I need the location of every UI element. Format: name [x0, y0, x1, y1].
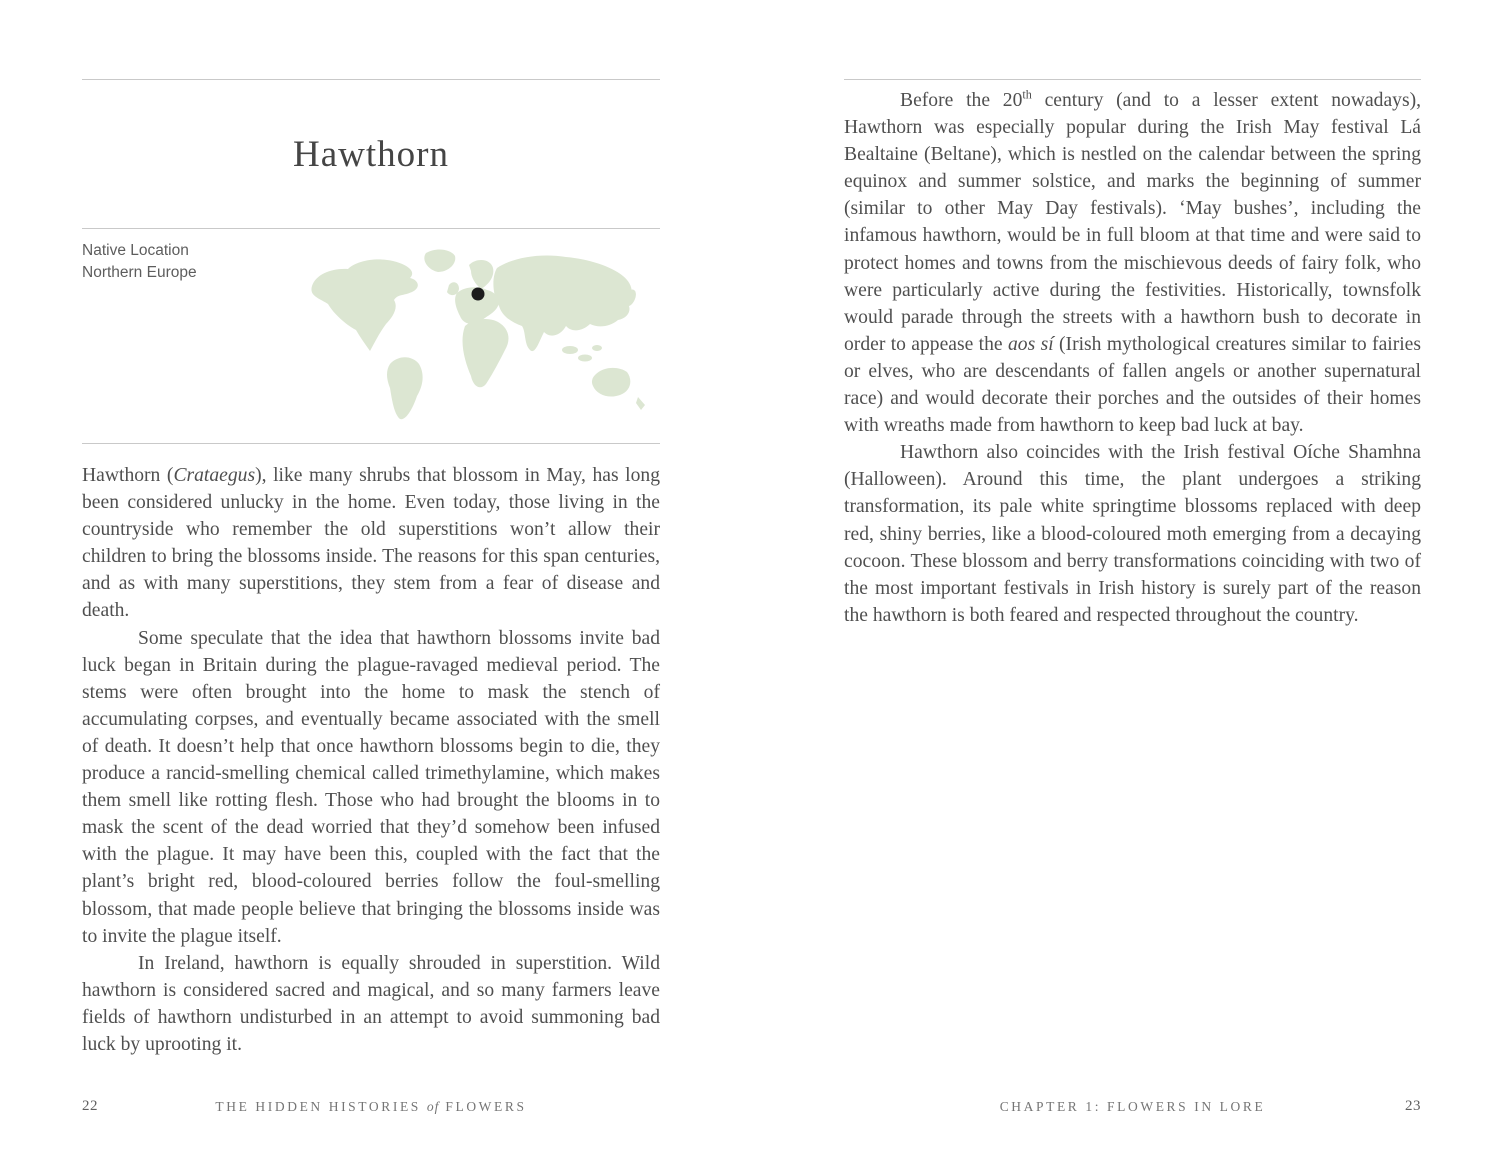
map-island [578, 355, 592, 362]
italic-text: aos sí [1008, 333, 1054, 355]
map-asia [493, 255, 631, 351]
native-location-block [82, 240, 197, 283]
map-scandinavia [469, 260, 493, 289]
running-head-chapter: CHAPTER 1: FLOWERS IN LORE [999, 1099, 1266, 1114]
text-run: In Ireland, hawthorn is equally shrouded in superstition. Wild hawthorn is considered sacred and magical, and so many farmers leave fields of hawthorn undisturbed in an attempt to avoid summoning bad luck by uprooting it. [82, 952, 660, 1055]
text-run: Some speculate that the idea that hawthorn blossoms invite bad luck began in Britain during the plague-ravaged medieval period. The stems were often brought into the home to mask the stench of accumulating corpses, and eventually became associated with the smell of death. It doesn’t help that once hawthorn blossoms begin to die, they produce a rancid-smelling chemical called trimethylamine, which makes them smell like rotting flesh. Those who had brought the blooms in to mask the scent of the dead worried that they’d somehow been infused with the plague. It may have been this, coupled with the fact that the plant’s bright red, blood-coloured berries follow the foul-smelling blossom, that made people believe that bringing the blossoms inside was to invite the plague itself. [82, 627, 660, 947]
map-island [592, 345, 602, 351]
text-run: Hawthorn also coincides with the Irish festival Oíche Shamhna (Halloween). Around this time, the plant undergoes a striking transformation, its pale white springtime blossoms replaced with deep red, shiny berries, like a blood-coloured moth emerging from a decaying cocoon. These blossom and berry transformations coinciding with two of the most important festivals in Irish history is surely part of the reason the hawthorn is both feared and respected throughout the country. [844, 442, 1421, 626]
paragraph [82, 625, 660, 950]
world-map [298, 238, 660, 430]
page-number: 22 [82, 1098, 98, 1114]
right-footer [844, 1099, 1421, 1121]
text-run: century (and to a lesser extent nowadays), Hawthorn was especially popular during the Irish May festival Lá Bealtaine (Beltane), which is nestled on the calendar between the spring equinox and summer solstice, and marks the beginning of summer (similar to other May Day festivals). ‘May bushes’, including the infamous hawthorn, would be in full bloom at that time and were said to protect homes and towns from the mischievous deeds of fairy folk, who were particularly active during the festivities. Historically, townsfolk would parade through the streets with a hawthorn bush to decorate in order to appease the [844, 90, 1422, 355]
text-run: FLOWERS [439, 1099, 527, 1114]
map-location-dot [472, 288, 485, 301]
paragraph [82, 462, 660, 625]
top-rule [844, 79, 1421, 80]
text-run: THE HIDDEN HISTORIES [215, 1099, 427, 1114]
paragraph [844, 439, 1421, 629]
running-head-book-title [82, 1099, 660, 1115]
native-location-label: Native Location [82, 242, 189, 259]
text-run: Hawthorn ( [82, 465, 174, 486]
map-australia [592, 368, 630, 397]
map-new-zealand [636, 397, 645, 410]
page-title: Hawthorn [293, 133, 449, 175]
map-north-america [311, 259, 417, 351]
left-footer [82, 1099, 660, 1121]
text-run: ), like many shrubs that blossom in May, has long been considered unlucky in the home. Even today, those living in the countryside who remember the old superstitions won’t allow their children to bring the blossoms inside. The reasons for this span centuries, and as with many superstitions, they stem from a fear of disease and death. [82, 465, 660, 622]
italic-text: of [426, 1099, 440, 1114]
right-body-text [844, 87, 1421, 629]
paragraph [82, 950, 660, 1058]
title-band [82, 79, 660, 229]
map-island [562, 346, 578, 354]
map-south-america [387, 357, 423, 419]
paragraph [844, 87, 1421, 439]
italic-text: Crataegus [173, 465, 256, 486]
native-location-band [82, 227, 660, 444]
text-run: Before the 20 [900, 90, 1023, 111]
native-location-value: Northern Europe [82, 263, 197, 281]
map-greenland [424, 249, 455, 272]
page-number: 23 [1405, 1098, 1421, 1114]
map-africa [463, 319, 509, 387]
superscript-text: th [1022, 87, 1032, 102]
left-body-text [82, 462, 660, 1058]
text-run: (Irish mythological creatures similar to fairies or elves, who are descendants of fallen angels or another supernatural race) and would decorate their porches and the outsides of their homes with wreaths made from hawthorn to keep bad luck at bay. [844, 333, 1422, 437]
